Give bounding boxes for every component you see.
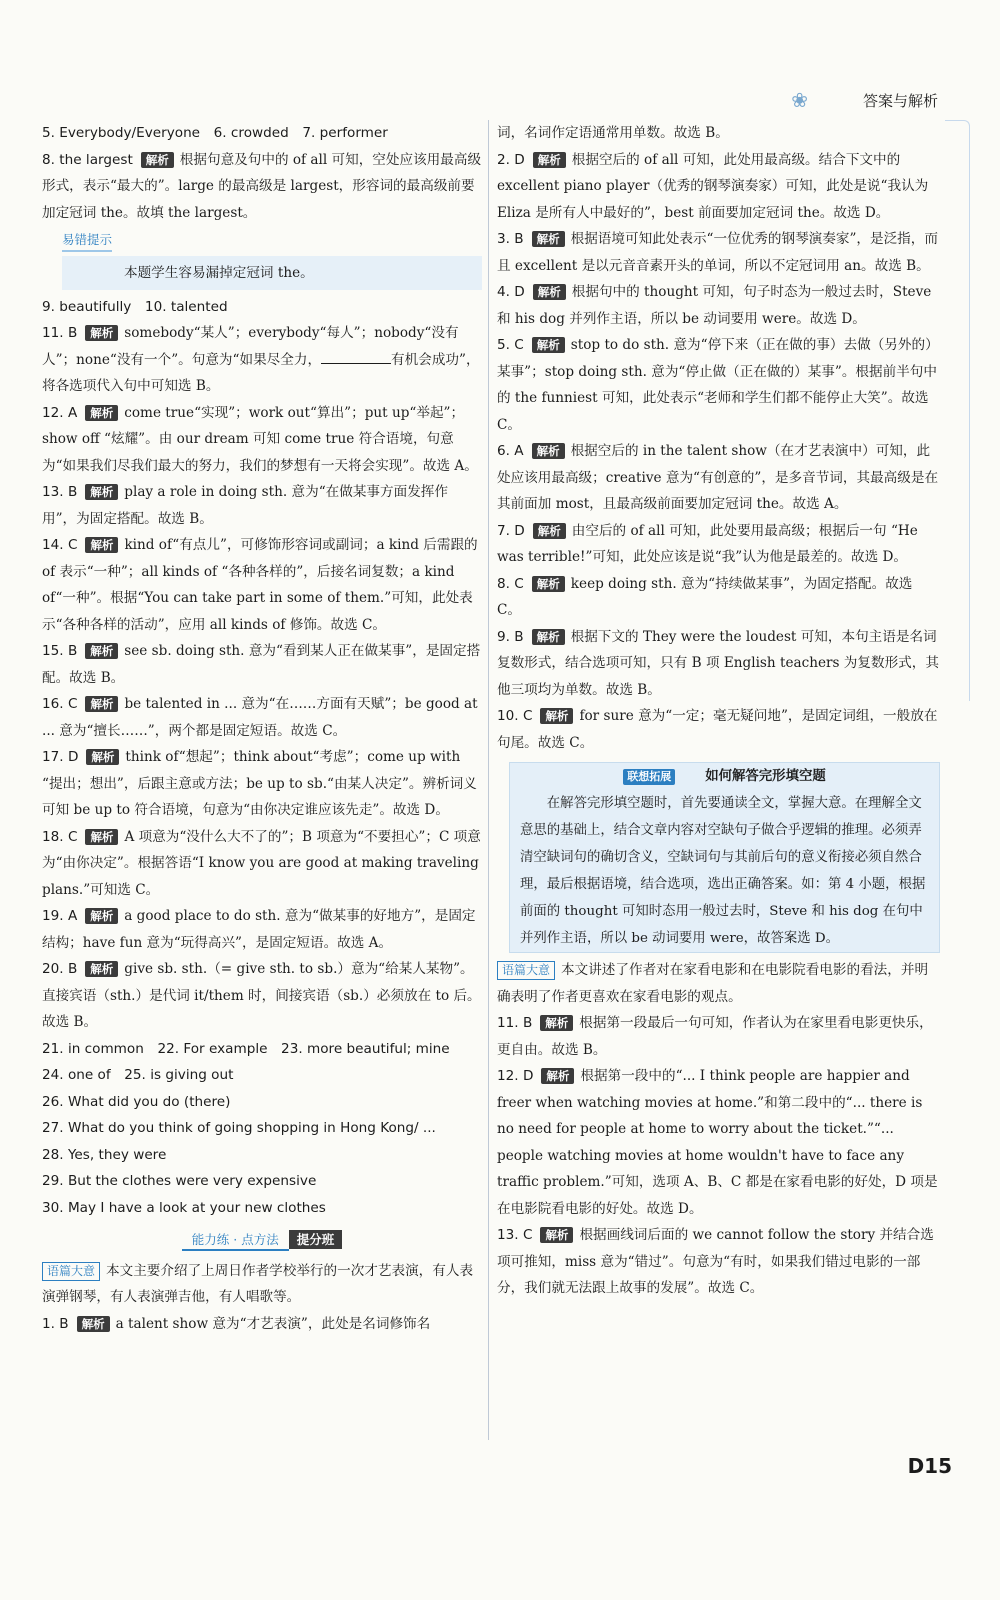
analysis-tag: 解析 <box>533 523 566 539</box>
answer-line: 24. one of 25. is giving out <box>42 1067 234 1083</box>
answer-text: 由空后的 of all 可知，此处要用最高级；根据后一句 “He was terrible!”可知，此处应该是说“我”认为他是最差的。故选 D。 <box>497 522 918 565</box>
answer-text: 根据空后的 in the talent show（在才艺表演中）可知，此处应该用最高级；creative 意为“有创意的”，是多音节词，其最高级是在其前面加 most，且最高级前面要加定冠词 the。故选 A。 <box>497 443 939 512</box>
answer-item <box>497 279 940 332</box>
analysis-tag: 解析 <box>540 1227 573 1243</box>
tip-heading: 易错提示 <box>62 230 112 252</box>
summary-label: 语篇大意 <box>42 1262 100 1281</box>
analysis-tag: 解析 <box>85 961 118 977</box>
answer-text: play a role in doing sth. 意为“在做某事方面发挥作用”，为固定搭配。故选 B。 <box>42 484 448 527</box>
header-title: 答案与解析 <box>862 92 938 110</box>
answer-item <box>497 226 940 279</box>
answer-text: 根据画线词后面的 we cannot follow the story 并结合选项可推知，miss 意为“错过”。句意为“有时，如果我们错过电影的一部分，我们就无法跟上故事的发展”。故选 C。 <box>497 1227 934 1296</box>
answer-number: 11. B <box>497 1015 533 1031</box>
answer-number: 4. D <box>497 284 525 300</box>
answer-text: 根据句中的 thought 可知，句子时态为一般过去时，Steve 和 his dog 并列作主语，所以 be 动词要用 were。故选 D。 <box>497 284 932 327</box>
answer-number: 17. D <box>42 749 79 765</box>
answer-number: 13. C <box>497 1227 533 1243</box>
answer-item <box>497 703 940 756</box>
answer-number: 9. B <box>497 628 524 645</box>
analysis-tag: 解析 <box>85 829 118 845</box>
banner-right: 提分班 <box>289 1230 343 1249</box>
analysis-tag: 解析 <box>532 337 565 353</box>
answer-number: 5. C <box>497 337 524 353</box>
answer-text: come true“实现”；work out“算出”；put up“举起”；show off “炫耀”。由 our dream 可知 come true 符合语境，句意为“如果我们尽我们最大的努力，我们的梦想有一天将会实现”。故选 A。 <box>42 404 478 474</box>
answer-line: 26. What did you do (there) <box>42 1093 231 1110</box>
answer-text: 有机会成功”，将各选项代入句中可知选 B。 <box>42 351 480 394</box>
answer-line: 9. beautifully 10. talented <box>42 298 228 315</box>
analysis-tag: 解析 <box>85 484 118 500</box>
answer-item <box>42 147 482 227</box>
answer-item <box>42 903 482 956</box>
answer-number: 2. D <box>497 151 525 168</box>
answer-item <box>42 479 482 532</box>
answer-item <box>497 1063 940 1222</box>
analysis-tag: 解析 <box>532 576 565 592</box>
analysis-tag: 解析 <box>532 629 565 645</box>
answer-number: 13. B <box>42 484 78 500</box>
analysis-tag: 解析 <box>77 1316 110 1332</box>
answer-text: 根据空后的 of all 可知，此处用最高级。结合下文中的 excellent piano player（优秀的钢琴演奏家）可知，此处是说“我认为 Eliza 是所有人中最好的”，best 前面要加定冠词 the。故选 D。 <box>497 151 929 221</box>
analysis-tag: 解析 <box>86 749 119 765</box>
answer-text: think of“想起”；think about“考虑”；come up with “提出；想出”，后跟主意或方法；be up to sb.“由某人决定”。辨析词义可知 be up to 符合语境，句意为“由你决定谁应该先走”。故选 D。 <box>42 749 477 818</box>
answer-number: 19. A <box>42 908 78 924</box>
answer-item <box>497 1010 940 1063</box>
answer-number: 3. B <box>497 231 524 247</box>
answer-number: 18. C <box>42 828 78 845</box>
summary-text: 本文讲述了作者对在家看电影和在电影院看电影的看法，并明确表明了作者更喜欢在家看电影的观点。 <box>497 962 929 1005</box>
answer-number: 8. C <box>497 575 524 592</box>
answer-number: 16. C <box>42 696 78 712</box>
answer-text: a good place to do sth. 意为“做某事的好地方”，是固定结构；have fun 意为“玩得高兴”，是固定短语。故选 A。 <box>42 908 476 951</box>
answer-line: 28. Yes, they were <box>42 1146 167 1163</box>
analysis-tag: 解析 <box>85 325 118 341</box>
answer-text: a talent show 意为“才艺表演”，此处是名词修饰名 <box>115 1315 431 1332</box>
analysis-tag: 解析 <box>85 696 118 712</box>
answer-text: 根据第一段最后一句可知，作者认为在家里看电影更快乐，更自由。故选 B。 <box>497 1015 933 1058</box>
answer-continuation: 词，名词作定语通常用单数。故选 B。 <box>497 125 729 141</box>
answer-text: for sure 意为“一定；毫无疑问地”，是固定词组，一般放在句尾。故选 C。 <box>497 708 938 751</box>
doodle-icon: ❀ <box>791 88 808 112</box>
answer-text: 根据第一段中的“... I think people are happier and freer when watching movies at home.”和第二段中的“... there is no need for people at home to worry about the ticket.”“... people watching movies at home wouldn't have to face any traffic problem.”可知，选项 A、B、C 都是在家看电影的好处，D 项是在电影院看电影的好处。故选 D。 <box>497 1068 938 1217</box>
blank-line <box>321 349 391 364</box>
answer-item <box>42 532 482 638</box>
page-header <box>778 88 938 118</box>
answer-number: 11. B <box>42 325 78 341</box>
answer-text: keep doing sth. 意为“持续做某事”，为固定搭配。故选 C。 <box>497 575 913 618</box>
answer-item <box>497 518 940 571</box>
analysis-tag: 解析 <box>532 231 565 247</box>
answer-line: 27. What do you think of going shopping in Hong Kong/ ... <box>42 1120 436 1136</box>
answer-item <box>42 400 482 480</box>
answer-line: 30. May I have a look at your new clothes <box>42 1199 326 1216</box>
answer-number: 7. D <box>497 522 525 539</box>
expand-label: 联想拓展 <box>623 769 675 785</box>
answer-number: 12. D <box>497 1068 534 1084</box>
answer-number: 20. B <box>42 961 78 977</box>
answer-number: 6. A <box>497 443 524 459</box>
answer-line: 29. But the clothes were very expensive <box>42 1173 317 1189</box>
expand-header <box>520 763 929 790</box>
answer-text: 根据句意及句中的 of all 可知，空处应该用最高级形式，表示“最大的”。large 的最高级是 largest，形容词的最高级前要加定冠词 the。故填 the largest。 <box>42 151 482 221</box>
header-frame <box>945 120 970 701</box>
left-column <box>42 120 482 1337</box>
answer-line: 5. Everybody/Everyone 6. crowded 7. performer <box>42 125 388 141</box>
answer-item <box>42 320 482 400</box>
banner-left: 能力练 · 点方法 <box>182 1230 289 1251</box>
answer-text: kind of“有点儿”，可修饰形容词或副词；a kind 后需跟的 of 表示“一种”；all kinds of “各种各样的”，后接名词复数；a kind of“一种”。根据“You can take part in some of them.”可知，此处表示“各种各样的活动”，应用 all kinds of 修饰。故选 C。 <box>42 537 478 633</box>
answer-item <box>42 1311 482 1338</box>
page-number: D15 <box>907 1454 952 1478</box>
answer-text: see sb. doing sth. 意为“看到某人正在做某事”，是固定搭配。故选 B。 <box>42 643 481 686</box>
answer-number: 8. the largest <box>42 151 133 168</box>
answer-number: 10. C <box>497 708 533 724</box>
answer-item <box>42 638 482 691</box>
answer-text: be talented in ... 意为“在……方面有天赋”；be good at ... 意为“擅长……”，两个都是固定短语。故选 C。 <box>42 696 478 739</box>
answer-text: give sb. sth.（= give sth. to sb.）意为“给某人某物”。直接宾语（sth.）是代词 it/them 时，间接宾语（sb.）必须放在 to 后。故选 B。 <box>42 961 481 1030</box>
answer-text: somebody“某人”；everybody“每人”；nobody“没有人”；none“没有一个”。句意为“如果尽全力， <box>42 325 459 368</box>
answer-text: 根据语境可知此处表示“一位优秀的钢琴演奏家”，是泛指，而且 excellent 是以元音音素开头的单词，所以不定冠词用 an。故选 B。 <box>497 231 938 274</box>
expand-body: 在解答完形填空题时，首先要通读全文，掌握大意。在理解全文意思的基础上，结合文章内容对空缺句子做合乎逻辑的推理。必须弄清空缺词句的确切含义，空缺词句与其前后句的意义衔接必须自然合理，最后根据语境，结合选项，选出正确答案。如：第 4 小题，根据前面的 thought 可知时态用一般过去时，Steve 和 his dog 在句中并列作主语，所以 be 动词要用 were，故答案选 D。 <box>520 796 926 946</box>
answer-number: 1. B <box>42 1315 69 1332</box>
analysis-tag: 解析 <box>85 537 118 553</box>
answer-item <box>497 438 940 518</box>
answer-item <box>497 624 940 704</box>
answer-item <box>42 956 482 1036</box>
analysis-tag: 解析 <box>532 443 565 459</box>
analysis-tag: 解析 <box>540 1015 573 1031</box>
section-banner <box>42 1227 482 1254</box>
tip-body: 本题学生容易漏掉定冠词 the。 <box>62 256 482 290</box>
column-divider <box>488 120 489 1440</box>
answer-item <box>42 824 482 904</box>
analysis-tag: 解析 <box>85 908 118 924</box>
answer-number: 14. C <box>42 537 78 553</box>
answer-text: stop to do sth. 意为“停下来（正在做的事）去做（另外的）某事”；stop doing sth. 意为“停止做（正在做的）某事”。根据前半句中的 the funniest 可知，此处表示“老师和学生们都不能停止大笑”。故选 C。 <box>497 337 939 433</box>
answer-item <box>497 571 940 624</box>
analysis-tag: 解析 <box>540 708 573 724</box>
analysis-tag: 解析 <box>533 152 566 168</box>
analysis-tag: 解析 <box>541 1068 574 1084</box>
summary <box>497 957 940 1010</box>
expand-title: 如何解答完形填空题 <box>705 769 826 784</box>
analysis-tag: 解析 <box>85 643 118 659</box>
answer-line: 21. in common 22. For example 23. more beautiful; mine <box>42 1040 450 1057</box>
analysis-tag: 解析 <box>141 152 174 168</box>
summary-label: 语篇大意 <box>497 961 555 980</box>
answer-number: 12. A <box>42 404 78 421</box>
answer-item <box>497 332 940 438</box>
answer-text: 根据下文的 They were the loudest 可知，本句主语是名词复数形式，结合选项可知，只有 B 项 English teachers 为复数形式，其他三项均为单数。故选 B。 <box>497 628 939 698</box>
analysis-tag: 解析 <box>533 284 566 300</box>
analysis-tag: 解析 <box>85 405 118 421</box>
right-column <box>497 120 940 1302</box>
expand-box <box>509 762 940 953</box>
answer-item <box>497 147 940 227</box>
answer-item <box>497 1222 940 1302</box>
summary-text: 本文主要介绍了上周日作者学校举行的一次才艺表演，有人表演弹钢琴，有人表演弹吉他，有人唱歌等。 <box>42 1262 474 1305</box>
summary <box>42 1258 482 1311</box>
answer-text: A 项意为“没什么大不了的”；B 项意为“不要担心”；C 项意为“由你决定”。根据答语“I know you are good at making traveling plans.”可知选 C。 <box>42 828 481 898</box>
answer-item <box>42 691 482 744</box>
answer-item <box>42 744 482 824</box>
answer-number: 15. B <box>42 643 78 659</box>
